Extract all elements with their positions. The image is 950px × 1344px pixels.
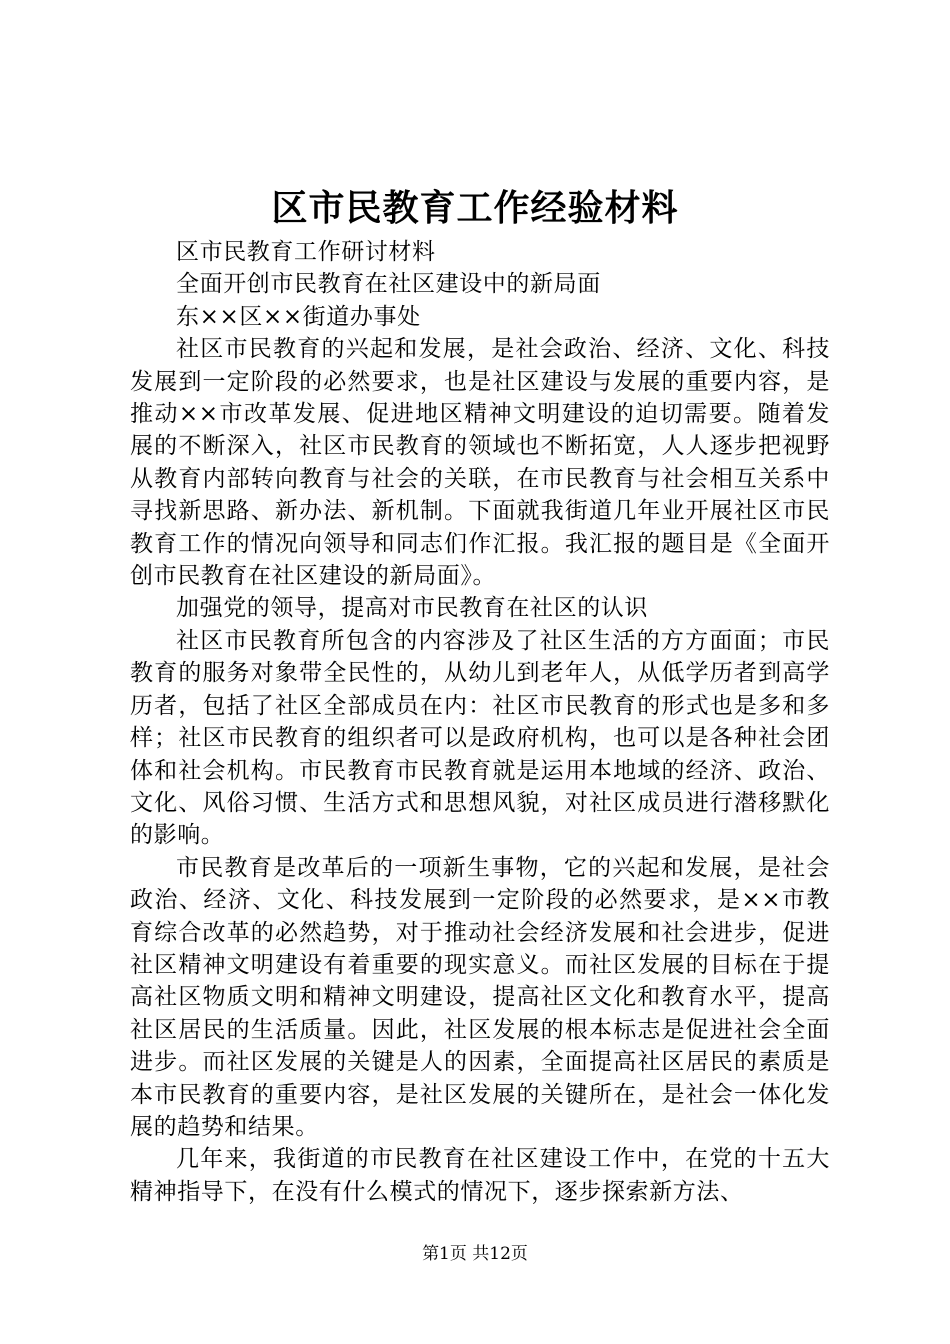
paragraph: 市民教育是改革后的一项新生事物，它的兴起和发展，是社会政治、经济、文化、科技发展到一定阶段的必然要求，是××市教育综合改革的必然趋势，对于推动社会经济发展和社会进步，促进社区精神文明建设有着重要的现实意义。而社区发展的目标在于提高社区物质文明和精神文明建设，提高社区文化和教育水平，提高社区居民的生活质量。因此，社区发展的根本标志是促进社会全面进步。而社区发展的关键是人的因素，全面提高社区居民的素质是本市民教育的重要内容，是社区发展的关键所在，是社会一体化发展的趋势和结果。 [130,854,830,1140]
paragraph-subtitle: 区市民教育工作研讨材料 [176,239,436,265]
document-title: 区市民教育工作经验材料 [271,187,679,229]
paragraph-topic: 全面开创市民教育在社区建设中的新局面 [176,271,601,298]
document-body [130,236,830,1208]
paragraph-author: 东××区××街道办事处 [176,303,421,330]
paragraph: 社区市民教育所包含的内容涉及了社区生活的方方面面；市民教育的服务对象带全民性的，从幼儿到老年人，从低学历者到高学历者，包括了社区全部成员在内：社区市民教育的形式也是多和多样；社区市民教育的组织者可以是政府机构，也可以是各种社会团体和社会机构。市民教育市民教育就是运用本地域的经济、政治、文化、风俗习惯、生活方式和思想风貌，对社区成员进行潜移默化的影响。 [130,627,830,849]
paragraph: 社区市民教育的兴起和发展，是社会政治、经济、文化、科技发展到一定阶段的必然要求，也是社区建设与发展的重要内容，是推动××市改革发展、促进地区精神文明建设的迫切需要。随着发展的不断深入，社区市民教育的领域也不断拓宽，人人逐步把视野从教育内部转向教育与社会的关联，在市民教育与社会相互关系中寻找新思路、新办法、新机制。下面就我街道几年业开展社区市民教育工作的情况向领导和同志们作汇报。我汇报的题目是《全面开创市民教育在社区建设的新局面》。 [130,336,830,590]
page-number: 第1页 共12页 [422,1244,528,1264]
paragraph-heading: 加强党的领导，提高对市民教育在社区的认识 [176,595,648,622]
paragraph: 几年来，我街道的市民教育在社区建设工作中，在党的十五大精神指导下，在没有什么模式的情况下，逐步探索新方法、 [130,1146,830,1205]
